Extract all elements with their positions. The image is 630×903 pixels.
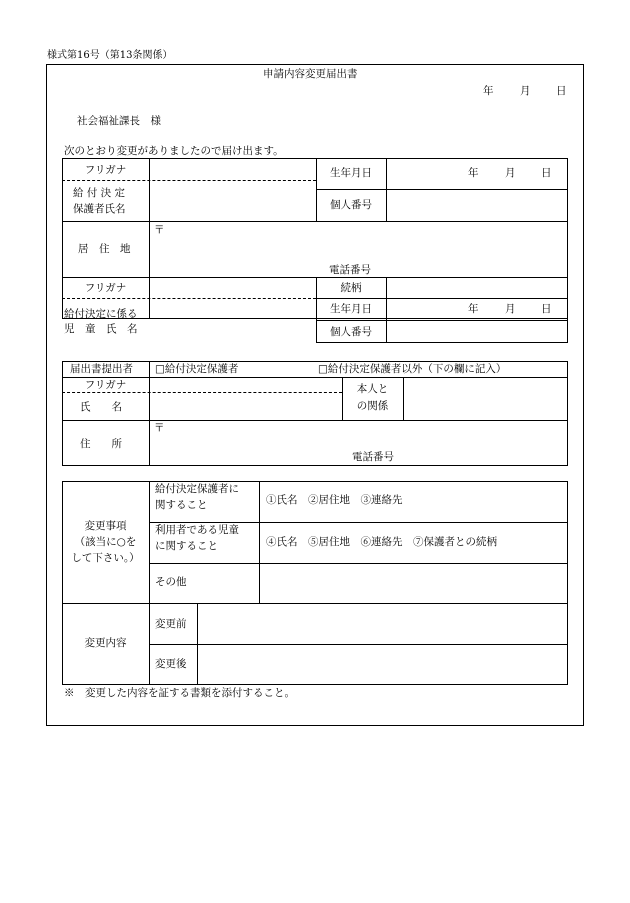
row2-label-2: に関すること	[155, 540, 218, 552]
date-day: 日	[556, 85, 567, 97]
birth-year: 年	[468, 167, 479, 179]
date-year: 年	[483, 85, 494, 97]
addressee: 社会福祉課長 様	[77, 115, 161, 127]
guardian-name-label-1: 給 付 決 定	[73, 187, 126, 199]
change-items-label-1: 変更事項	[84, 520, 127, 532]
child-name-label-2: 児 童 氏 名	[64, 323, 138, 335]
child-personal-number-label: 個人番号	[330, 326, 372, 338]
other-label: その他	[155, 576, 187, 588]
personal-number-label: 個人番号	[330, 199, 372, 211]
change-items-label-2: （該当に○を	[74, 536, 137, 548]
child-birth-month: 月	[505, 303, 516, 315]
change-content-label: 変更内容	[84, 637, 127, 649]
submitter-option-other[interactable]: □給付決定保護者以外（下の欄に記入）	[318, 363, 507, 375]
row2-label-1: 利用者である児童	[155, 524, 239, 536]
submitter-furigana-label: フリガナ	[84, 379, 127, 391]
child-birth-year: 年	[468, 303, 479, 315]
child-birth-day: 日	[541, 303, 552, 315]
date-month: 月	[520, 85, 531, 97]
residence-label: 居 住 地	[78, 243, 131, 255]
row1-label-2: 関すること	[155, 499, 208, 511]
row1-options[interactable]: ①氏名 ②居住地 ③連絡先	[266, 494, 403, 506]
birth-month: 月	[505, 167, 516, 179]
change-items-label-3: して下さい。）	[71, 552, 140, 564]
relation-label: 続柄	[340, 282, 362, 294]
form-number: 様式第16号（第13条関係）	[47, 50, 173, 61]
before-label: 変更前	[155, 618, 187, 630]
after-label: 変更後	[155, 658, 187, 670]
submitter-option-guardian[interactable]: □給付決定保護者	[155, 363, 239, 375]
submitter-postal-mark: 〒	[154, 422, 165, 434]
intro-text: 次のとおり変更がありましたので届け出ます。	[64, 145, 284, 157]
relation-label-2: の関係	[356, 400, 389, 412]
row1-label-1: 給付決定保護者に	[155, 483, 239, 495]
child-furigana-label: フリガナ	[84, 282, 127, 294]
relation-label-1: 本人と	[356, 383, 389, 395]
submitter-name-label: 氏 名	[80, 401, 122, 413]
submitter-label: 届出書提出者	[70, 363, 133, 375]
child-birthdate-label: 生年月日	[330, 303, 372, 315]
residence-postal-mark: 〒	[154, 224, 165, 236]
attachment-note: ※ 変更した内容を証する書類を添付すること。	[64, 687, 295, 699]
birth-day: 日	[541, 167, 552, 179]
personal-number-field[interactable]	[386, 189, 568, 222]
birthdate-label: 生年月日	[330, 167, 372, 179]
child-name-label-1: 給付決定に係る	[64, 308, 138, 320]
residence-phone-label: 電話番号	[329, 264, 371, 276]
guardian-name-label-2: 保護者氏名	[73, 203, 126, 215]
guardian-furigana-label: フリガナ	[84, 164, 127, 176]
submitter-address-label: 住 所	[80, 438, 122, 450]
submitter-phone-label: 電話番号	[352, 451, 394, 463]
form-title: 申請内容変更届出書	[263, 68, 358, 80]
row2-options[interactable]: ④氏名 ⑤居住地 ⑥連絡先 ⑦保護者との続柄	[266, 536, 497, 548]
